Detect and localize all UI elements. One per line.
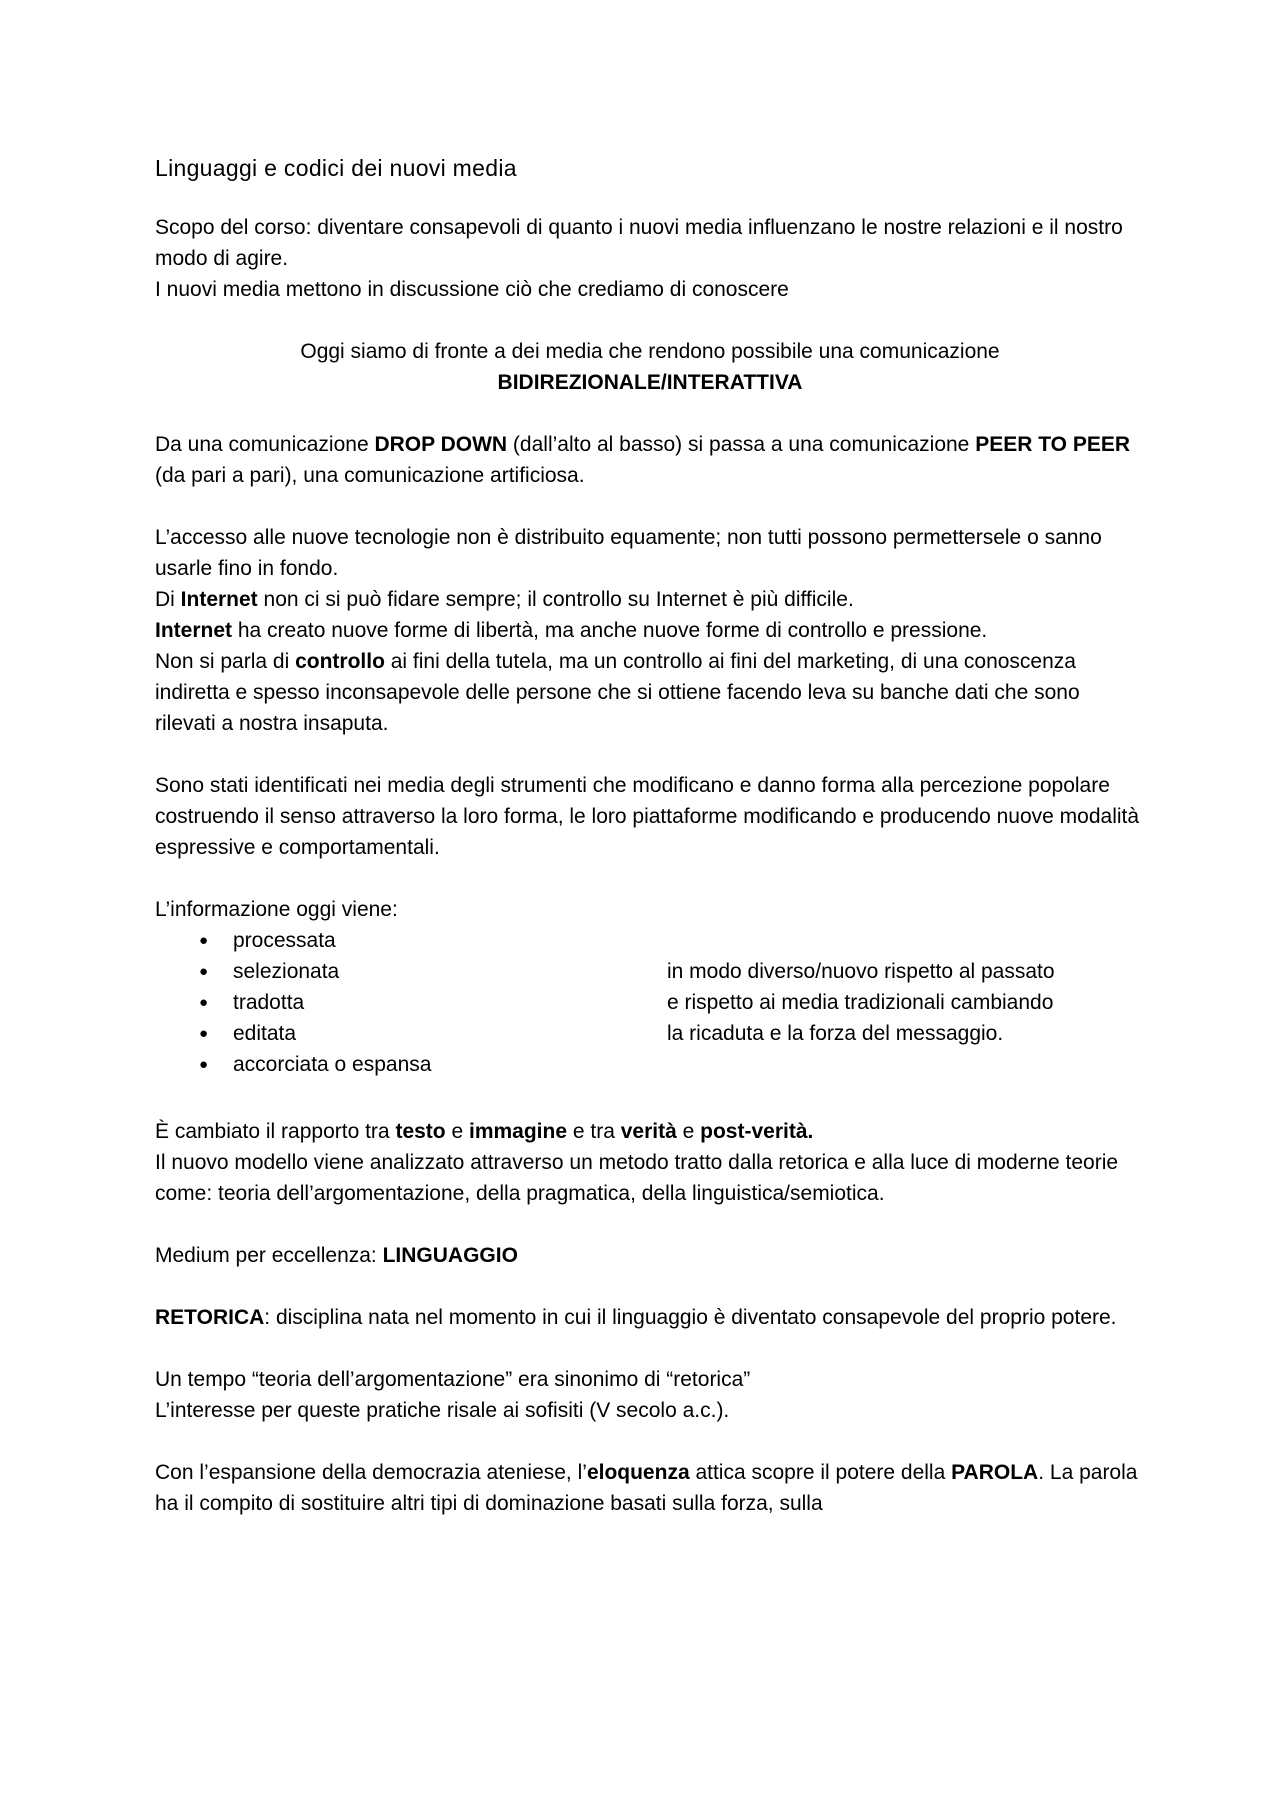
text-run: (dall’alto al basso) si passa a una comunicazione [507,433,976,456]
teoria-paragraph [155,1364,1145,1426]
list-item [195,1049,431,1080]
bold-term: LINGUAGGIO [382,1244,518,1267]
intro-line-1: Scopo del corso: diventare consapevoli di quanto i nuovi media influenzano le nostre relazioni e il nostro modo di agire. [155,216,1123,270]
side-note-line: e rispetto ai media tradizionali cambiando [667,991,1054,1014]
bold-term: eloquenza [586,1461,690,1484]
bold-term: controllo [295,650,385,673]
list-item-label: editata [233,1022,297,1045]
text-run: e [676,1120,701,1143]
list-item-label: tradotta [233,991,305,1014]
bullet-icon: ● [199,1056,209,1073]
bullet-icon: ● [199,932,209,949]
text-run: Un tempo “teoria dell’argomentazione” era sinonimo di “retorica” [155,1368,751,1391]
text-run: : disciplina nata nel momento in cui il linguaggio è diventato consapevole del proprio potere. [264,1306,1117,1329]
text-run: Con l’espansione della democrazia ateniese, l’ [155,1461,587,1484]
list-item [195,1018,431,1049]
info-list-block [155,925,1145,1085]
centered-keyword: BIDIREZIONALE/INTERATTIVA [497,371,803,394]
info-bullet-list [195,925,431,1080]
intro-paragraph [155,212,1145,305]
text-run: non ci si può fidare sempre; il controllo su Internet è più difficile. [257,588,854,611]
text-run: ai fini della tutela, ma un controllo ai fini del marketing, di una conoscenza indiretta e spesso inconsapevole delle persone che si ottiene facendo leva su banche dati che sono rilevati a nostra insaputa. [155,650,1080,735]
text-run: e [445,1120,469,1143]
info-side-note [667,956,1137,1049]
text-run: L’accesso alle nuove tecnologie non è distribuito equamente; non tutti possono permettersele o sanno usarle fino in fondo. [155,526,1102,580]
text-run: L’interesse per queste pratiche risale ai sofisiti (V secolo a.c.). [155,1399,730,1422]
info-lead: L’informazione oggi viene: [155,898,398,921]
list-item-label: processata [233,929,336,952]
bold-term: RETORICA [155,1306,265,1329]
bold-term: Internet [180,588,258,611]
side-note-line: la ricaduta e la forza del messaggio. [667,1022,1004,1045]
text-run: attica scopre il potere della [689,1461,952,1484]
text-run: Medium per eccellenza: [155,1244,383,1267]
text-run: e tra [567,1120,621,1143]
text-run: Da una comunicazione [155,433,375,456]
bullet-icon: ● [199,1025,209,1042]
bold-term: PAROLA [951,1461,1039,1484]
bold-term: Internet [155,619,233,642]
list-item [195,956,431,987]
list-item-label: accorciata o espansa [233,1053,432,1076]
changed-paragraph [155,1116,1145,1209]
bullet-icon: ● [199,963,209,980]
centered-line-1: Oggi siamo di fronte a dei media che rendono possibile una comunicazione [300,340,1000,363]
document-body [155,150,1145,1519]
document-title: Linguaggi e codici dei nuovi media [155,155,517,181]
bold-term: verità [620,1120,677,1143]
bold-term: testo [395,1120,446,1143]
bold-term: post-verità. [700,1120,814,1143]
list-item [195,925,431,956]
access-paragraph [155,522,1145,739]
centered-statement [155,336,1145,398]
text-run: (da pari a pari), una comunicazione artificiosa. [155,464,585,487]
list-item-label: selezionata [233,960,340,983]
text-run: Il nuovo modello viene analizzato attraverso un metodo tratto dalla retorica e alla luce di moderne teorie come: teoria dell’argomentazione, della pragmatica, della linguistica/semiotica. [155,1151,1119,1205]
text-run: Di [155,588,181,611]
side-note-line: in modo diverso/nuovo rispetto al passato [667,960,1055,983]
bullet-icon: ● [199,994,209,1011]
bold-term: immagine [469,1120,568,1143]
bold-term: PEER TO PEER [975,433,1131,456]
intro-line-2: I nuovi media mettono in discussione ciò che crediamo di conoscere [155,278,789,301]
text-run: È cambiato il rapporto tra [155,1120,396,1143]
medium-paragraph [155,1240,1145,1271]
text-run: Non si parla di [155,650,296,673]
bold-term: DROP DOWN [374,433,508,456]
text-run: . La parola ha il compito di sostituire altri tipi di dominazione basati sulla forza, sulla [155,1461,1138,1515]
democrazia-paragraph [155,1457,1145,1519]
text-run: ha creato nuove forme di libertà, ma anche nuove forme di controllo e pressione. [232,619,988,642]
tools-paragraph: Sono stati identificati nei media degli strumenti che modificano e danno forma alla percezione popolare costruendo il senso attraverso la loro forma, le loro piattaforme modificando e producendo nuove modalità espressive e comportamentali. [155,774,1140,859]
list-item [195,987,431,1018]
retorica-paragraph [155,1302,1145,1333]
communication-paragraph [155,429,1145,491]
